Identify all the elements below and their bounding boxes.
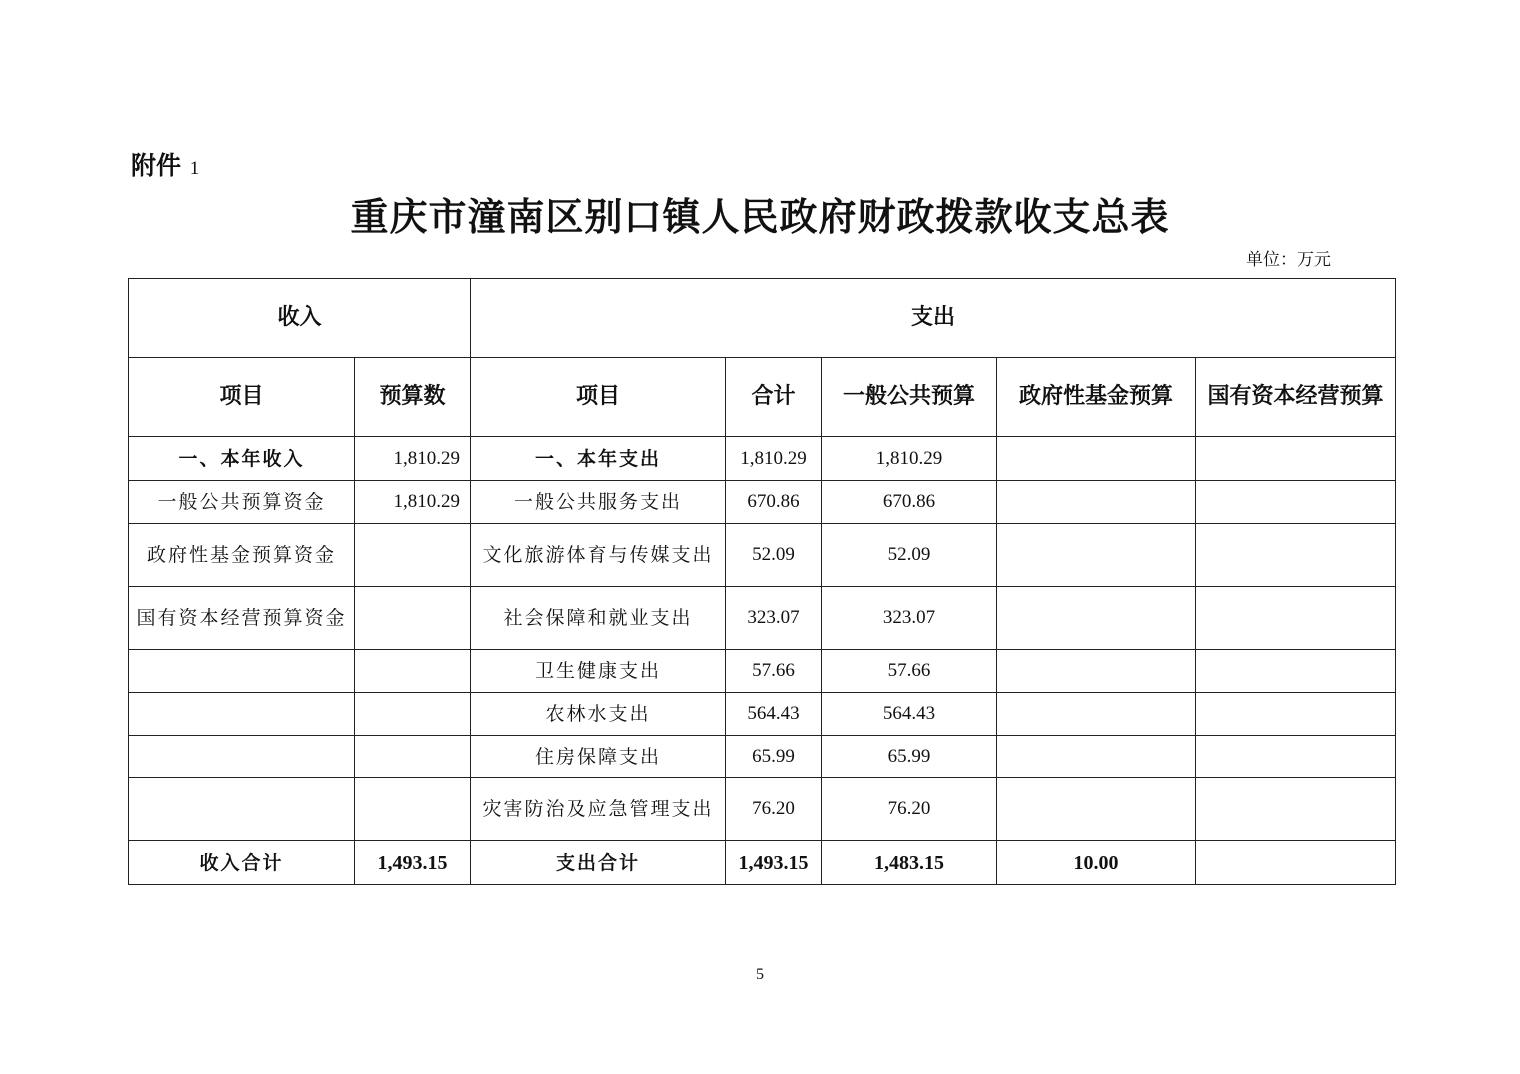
income-total-label: 收入合计 — [129, 841, 355, 885]
income-budget-cell — [355, 650, 471, 693]
income-item-cell: 一、本年收入 — [129, 437, 355, 481]
exp-total-cell: 57.66 — [726, 650, 822, 693]
table-row — [129, 778, 1396, 841]
column-header-row — [129, 358, 1396, 437]
income-budget-cell — [355, 736, 471, 778]
attachment-number: 1 — [189, 158, 200, 179]
exp-fund-total-value: 10.00 — [997, 841, 1196, 885]
exp-item-cell: 文化旅游体育与传媒支出 — [471, 524, 726, 587]
income-budget-cell: 1,810.29 — [355, 481, 471, 524]
income-item-cell: 国有资本经营预算资金 — [129, 587, 355, 650]
table-row — [129, 693, 1396, 736]
income-item-cell: 政府性基金预算资金 — [129, 524, 355, 587]
exp-item-cell: 卫生健康支出 — [471, 650, 726, 693]
totals-row — [129, 841, 1396, 885]
exp-general-header: 一般公共预算 — [822, 358, 997, 437]
exp-fund-cell — [997, 778, 1196, 841]
exp-fund-cell — [997, 524, 1196, 587]
exp-fund-cell — [997, 587, 1196, 650]
table-row — [129, 437, 1396, 481]
exp-general-cell: 76.20 — [822, 778, 997, 841]
exp-state-cell — [1196, 437, 1396, 481]
table-row — [129, 587, 1396, 650]
income-budget-cell: 1,810.29 — [355, 437, 471, 481]
unit-label: 单位：万元 — [1246, 250, 1331, 270]
exp-item-cell: 农林水支出 — [471, 693, 726, 736]
exp-general-cell: 1,810.29 — [822, 437, 997, 481]
exp-total-value: 1,493.15 — [726, 841, 822, 885]
exp-state-cell — [1196, 778, 1396, 841]
exp-state-total-value — [1196, 841, 1396, 885]
exp-total-cell: 323.07 — [726, 587, 822, 650]
page-title: 重庆市潼南区别口镇人民政府财政拨款收支总表 — [350, 194, 1170, 239]
income-item-cell — [129, 736, 355, 778]
income-item-header: 项目 — [129, 358, 355, 437]
exp-item-header: 项目 — [471, 358, 726, 437]
exp-item-cell: 一、本年支出 — [471, 437, 726, 481]
expenditure-group-header: 支出 — [471, 279, 1396, 358]
income-budget-cell — [355, 524, 471, 587]
table-row — [129, 650, 1396, 693]
exp-total-cell: 76.20 — [726, 778, 822, 841]
exp-item-cell: 灾害防治及应急管理支出 — [471, 778, 726, 841]
exp-state-cell — [1196, 481, 1396, 524]
income-item-cell — [129, 693, 355, 736]
exp-state-cell — [1196, 524, 1396, 587]
exp-fund-cell — [997, 481, 1196, 524]
exp-fund-cell — [997, 650, 1196, 693]
exp-state-cell — [1196, 736, 1396, 778]
exp-total-cell: 564.43 — [726, 693, 822, 736]
exp-item-cell: 一般公共服务支出 — [471, 481, 726, 524]
exp-item-cell: 社会保障和就业支出 — [471, 587, 726, 650]
income-total-value: 1,493.15 — [355, 841, 471, 885]
exp-general-cell: 323.07 — [822, 587, 997, 650]
exp-general-cell: 57.66 — [822, 650, 997, 693]
page-number: 5 — [756, 966, 764, 983]
table-row — [129, 481, 1396, 524]
exp-general-cell: 52.09 — [822, 524, 997, 587]
exp-state-cell — [1196, 693, 1396, 736]
exp-state-cell — [1196, 587, 1396, 650]
exp-state-header: 国有资本经营预算 — [1196, 358, 1396, 437]
budget-table — [128, 278, 1396, 885]
income-budget-cell — [355, 587, 471, 650]
exp-total-label: 支出合计 — [471, 841, 726, 885]
exp-total-cell: 65.99 — [726, 736, 822, 778]
income-item-cell — [129, 650, 355, 693]
exp-total-header: 合计 — [726, 358, 822, 437]
exp-general-cell: 65.99 — [822, 736, 997, 778]
exp-fund-cell — [997, 693, 1196, 736]
income-group-header: 收入 — [129, 279, 471, 358]
income-budget-header: 预算数 — [355, 358, 471, 437]
exp-fund-cell — [997, 437, 1196, 481]
exp-general-cell: 564.43 — [822, 693, 997, 736]
income-item-cell — [129, 778, 355, 841]
attachment-label — [131, 146, 199, 182]
exp-general-total-value: 1,483.15 — [822, 841, 997, 885]
exp-total-cell: 670.86 — [726, 481, 822, 524]
exp-state-cell — [1196, 650, 1396, 693]
attachment-prefix: 附件 — [131, 151, 182, 180]
group-header-row — [129, 279, 1396, 358]
exp-fund-header: 政府性基金预算 — [997, 358, 1196, 437]
table-row — [129, 524, 1396, 587]
exp-item-cell: 住房保障支出 — [471, 736, 726, 778]
income-budget-cell — [355, 693, 471, 736]
table-row — [129, 736, 1396, 778]
income-item-cell: 一般公共预算资金 — [129, 481, 355, 524]
income-budget-cell — [355, 778, 471, 841]
exp-total-cell: 52.09 — [726, 524, 822, 587]
exp-fund-cell — [997, 736, 1196, 778]
exp-general-cell: 670.86 — [822, 481, 997, 524]
exp-total-cell: 1,810.29 — [726, 437, 822, 481]
